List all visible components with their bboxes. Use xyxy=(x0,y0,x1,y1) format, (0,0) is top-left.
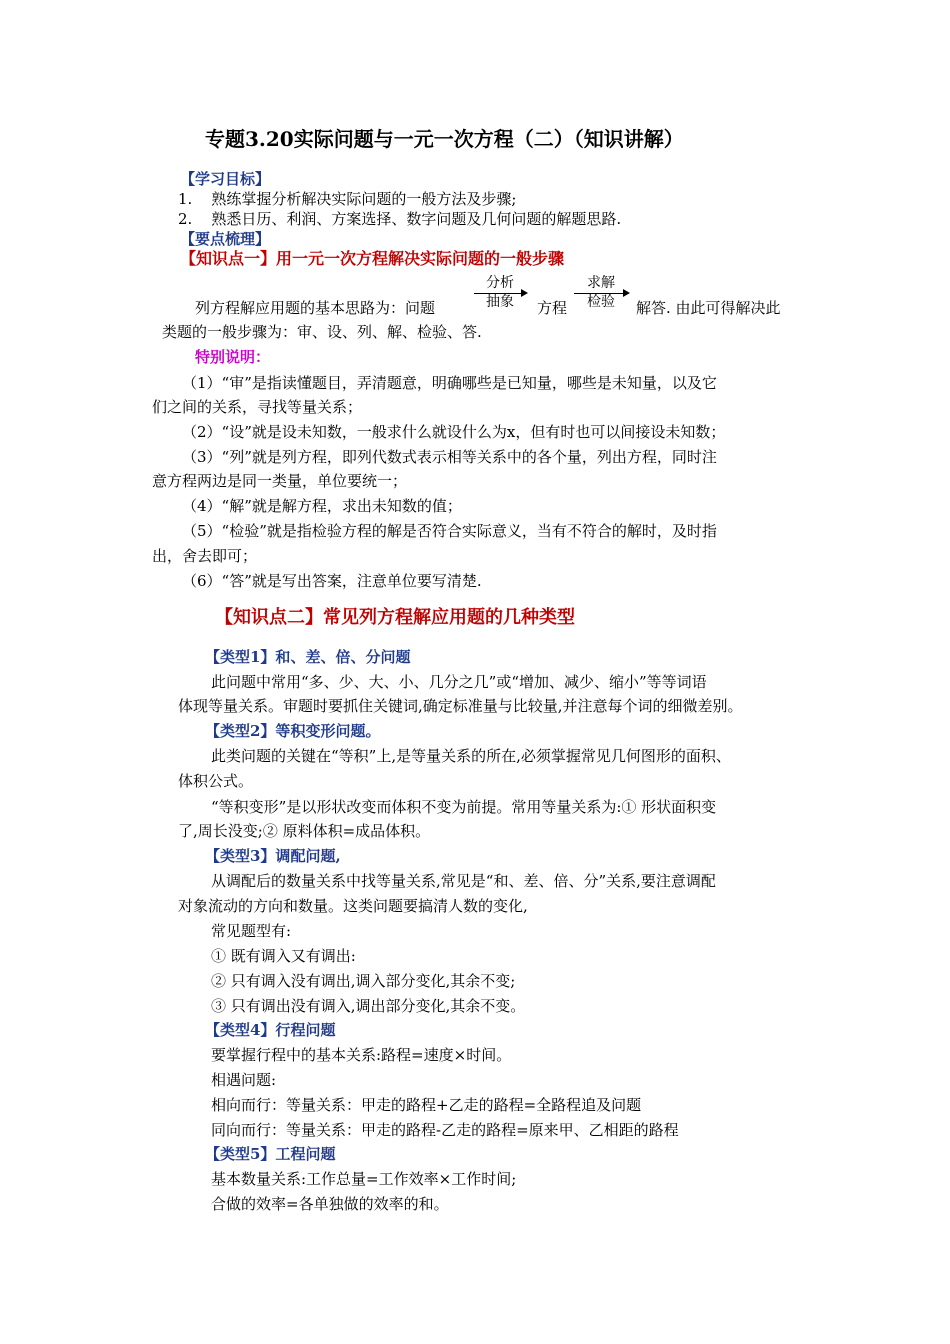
special-note-label: 特别说明： xyxy=(195,348,271,366)
type-5-line: 基本数量关系:工作总量=工作效率×工作时间; xyxy=(211,1170,517,1188)
type-4-line: 同向而行：等量关系：甲走的路程-乙走的路程=原来甲、乙相距的路程 xyxy=(211,1121,679,1139)
type-3-line: ① 既有调入又有调出: xyxy=(211,947,356,965)
type-4-line: 相遇问题: xyxy=(211,1071,277,1089)
section-heading-points: 【要点梳理】 xyxy=(180,230,271,248)
note-line: （3）“列”就是列方程，即列代数式表示相等关系中的各个量，列出方程，同时注 xyxy=(182,448,717,466)
knowledge-point-2-heading: 【知识点二】常见列方程解应用题的几种类型 xyxy=(215,607,575,628)
type-3-line: 从调配后的数量关系中找等量关系,常见是“和、差、倍、分”关系,要注意调配 xyxy=(211,872,716,890)
knowledge-point-1-heading: 【知识点一】用一元一次方程解决实际问题的一般步骤 xyxy=(180,249,565,268)
type-5-heading: 【类型5】工程问题 xyxy=(205,1145,336,1163)
arrow-1-bottom-label: 抽象 xyxy=(486,294,514,310)
note-line: 出，舍去即可； xyxy=(152,547,258,565)
type-1-heading: 【类型1】和、差、倍、分问题 xyxy=(205,648,411,666)
type-4-heading: 【类型4】行程问题 xyxy=(205,1021,336,1039)
goal-item-2: 2. 熟悉日历、利润、方案选择、数字问题及几何问题的解题思路. xyxy=(178,210,622,228)
arrow-1-top-label: 分析 xyxy=(486,275,514,291)
type-1-line: 体现等量关系。审题时要抓住关键词,确定标准量与比较量,并注意每个词的细微差别。 xyxy=(178,697,743,715)
type-3-heading: 【类型3】调配问题, xyxy=(205,847,341,865)
note-line: （6）“答”就是写出答案，注意单位要写清楚. xyxy=(182,572,482,590)
type-1-line: 此问题中常用“多、少、大、小、几分之几”或“增加、减少、缩小”等等词语 xyxy=(211,673,707,691)
arrow-2-top-label: 求解 xyxy=(587,275,615,291)
note-line: （2）“设”就是设未知数，一般求什么就设什么为x，但有时也可以间接设未知数； xyxy=(182,423,726,441)
type-2-line: 此类问题的关键在“等积”上,是等量关系的所在,必须掌握常见几何图形的面积、 xyxy=(211,747,731,765)
note-line: 意方程两边是同一类量，单位要统一； xyxy=(152,472,408,490)
flow-line-2: 类题的一般步骤为：审、设、列、解、检验、答. xyxy=(162,323,482,341)
type-2-line: 了,周长没变;② 原料体积=成品体积。 xyxy=(178,822,431,840)
type-3-line: 对象流动的方向和数量。这类问题要搞清人数的变化, xyxy=(178,897,528,915)
arrow-right-icon xyxy=(574,293,628,300)
note-line: （4）“解”就是解方程，求出未知数的值； xyxy=(182,497,462,515)
note-line: 们之间的关系，寻找等量关系； xyxy=(152,398,363,416)
arrow-2-bottom-label: 检验 xyxy=(587,294,615,310)
flow-suffix: 解答. 由此可得解决此 xyxy=(636,299,781,317)
type-4-line: 要掌握行程中的基本关系:路程=速度×时间。 xyxy=(211,1046,512,1064)
note-line: （5）“检验”就是指检验方程的解是否符合实际意义，当有不符合的解时，及时指 xyxy=(182,522,717,540)
type-3-line: ③ 只有调出没有调入,调出部分变化,其余不变。 xyxy=(211,997,526,1015)
section-heading-goals: 【学习目标】 xyxy=(180,170,271,188)
solve-check-arrow xyxy=(574,275,628,310)
type-2-heading: 【类型2】等积变形问题。 xyxy=(205,722,381,740)
type-2-line: “等积变形”是以形状改变而体积不变为前提。常用等量关系为:① 形状面积变 xyxy=(211,798,717,816)
note-line: （1）“审”是指读懂题目，弄清题意，明确哪些是已知量，哪些是未知量，以及它 xyxy=(182,374,717,392)
flow-prefix: 列方程解应用题的基本思路为：问题 xyxy=(195,299,436,317)
page-title: 专题3.20实际问题与一元一次方程（二）（知识讲解） xyxy=(205,127,684,151)
type-2-line: 体积公式。 xyxy=(178,772,254,790)
type-5-line: 合做的效率=各单独做的效率的和。 xyxy=(211,1195,449,1213)
type-4-line: 相向而行：等量关系：甲走的路程+乙走的路程=全路程追及问题 xyxy=(211,1096,642,1114)
flow-mid: 方程 xyxy=(537,299,568,317)
type-3-line: 常见题型有: xyxy=(211,922,292,940)
type-3-line: ② 只有调入没有调出,调入部分变化,其余不变; xyxy=(211,972,516,990)
arrow-right-icon xyxy=(474,293,526,300)
goal-item-1: 1. 熟练掌握分析解决实际问题的一般方法及步骤; xyxy=(178,190,517,208)
analyze-abstract-arrow xyxy=(474,275,526,310)
